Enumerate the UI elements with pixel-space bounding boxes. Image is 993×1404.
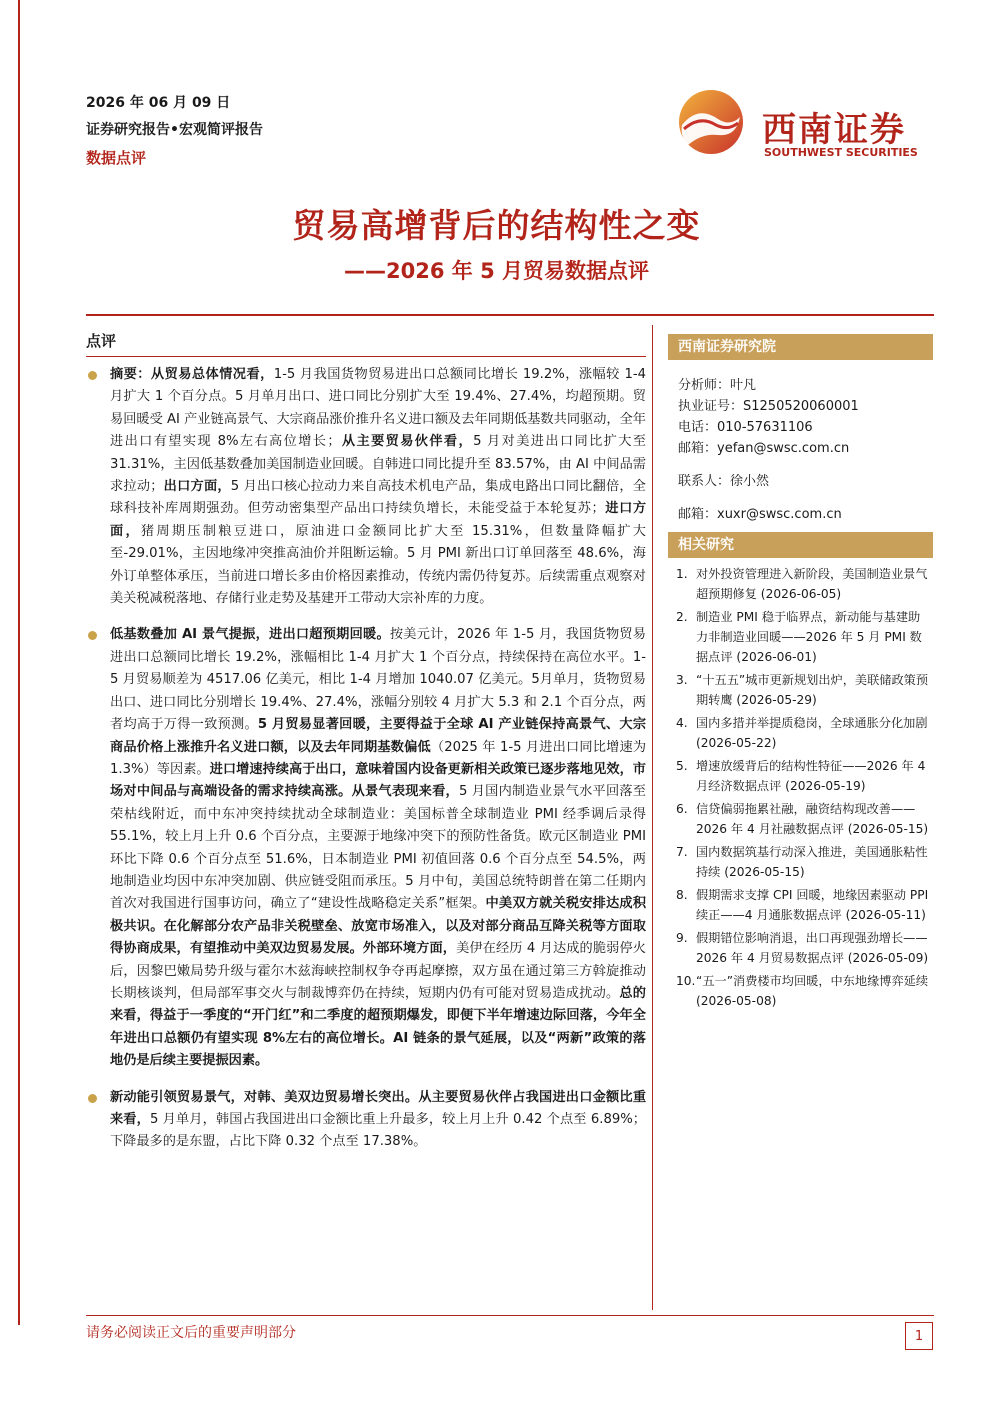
paragraph-emphasis: 低基数叠加 AI 景气提振，进出口超预期回暖。 xyxy=(110,627,390,643)
paragraph-text: 美伊在经历 4 月达成的脆弱停火后，因黎巴嫩局势升级与霍尔木兹海峡控制权争夺再起摩擦，双方虽在通过第三方斡旋推动长期核谈判，但局部军事交火与制裁博弈仍在持续，短期内仍有可能对贸易造成扰动。 xyxy=(110,941,646,1001)
footer-disclaimer[interactable]: 请务必阅读正文后的重要声明部分 xyxy=(86,1325,296,1341)
related-research-title: “十五五”城市更新规划出炉，美联储政策预期转鹰 (2026-05-29) xyxy=(696,673,929,707)
related-research-item[interactable] xyxy=(676,607,932,667)
paragraph-emphasis: 从主要贸易伙伴占我国进出口金额比重来看， xyxy=(110,1089,647,1127)
related-research-item[interactable] xyxy=(676,971,932,1011)
paragraph-emphasis: 出口方面， xyxy=(163,479,231,495)
analyst-email[interactable]: 邮箱：yefan@swsc.com.cn xyxy=(678,441,850,456)
paragraph-text: 猪周期压制粮豆进口，原油进口金额同比扩大至 15.31%，但数量降幅扩大至-29.01%，主因地缘冲突推高油价并阻断运输。5 月 PMI 新出口订单回落至 48.6%，海外订单整体承压，当前进口增长多由价格因素推动，传统内需仍待复苏。后续需重点观察对美关税减税落地、存储行业走势及基建开工带动大宗补库的力度。 xyxy=(110,523,646,607)
related-research-number: 2. xyxy=(676,610,688,624)
analyst-name: 分析师：叶凡 xyxy=(678,378,757,393)
related-research-number: 7. xyxy=(676,845,688,859)
related-research-item[interactable] xyxy=(676,885,932,925)
analyst-license: 执业证号：S1250520060001 xyxy=(678,399,859,414)
related-research-title: 制造业 PMI 稳于临界点，新动能与基建助力非制造业回暖——2026 年 5 月 PMI 数据点评 (2026-06-01) xyxy=(696,610,922,664)
report-type: 数据点评 xyxy=(86,149,147,167)
paragraph-text: 5 月国内制造业景气水平回落至荣枯线附近，而中东冲突持续扰动全球制造业：美国标普全球制造业 PMI 经季调后录得 55.1%，较上月上升 0.6 个百分点，主要源于地缘冲突下的预防性备货。欧元区制造业 PMI 环比下降 0.6 个百分点至 51.6%，日本制造业 PMI 初值回落 0.6 个百分点至 54.5%，两地制造业均因中东冲突加剧、供应链受阻而承压。5 月中旬，美国总统特朗普在第二任期内首次对我国进行国事访问，确立了“建设性战略稳定关系”框架。 xyxy=(110,784,646,912)
related-research-header: 相关研究 xyxy=(668,532,933,558)
analyst-phone: 电话：010-57631106 xyxy=(678,420,813,435)
related-research-title: 国内数据筑基行动深入推进，美国通胀粘性持续 (2026-05-15) xyxy=(696,845,928,879)
related-research-number: 10. xyxy=(676,974,696,988)
paragraph-emphasis: 中美双方就关税安排达成积极共识。在化解部分农产品非关税壁垒、放宽市场准入，以及对部分商品互降关税等方面取得协商成果，有望推动中美双边贸易发展。外部环境方面， xyxy=(110,896,647,957)
related-research-number: 9. xyxy=(676,931,688,945)
related-research-item[interactable] xyxy=(676,799,932,839)
paragraph-text: （2025 年 1-5 月进出口同比增速为 1.3%）等因素。 xyxy=(110,739,647,777)
brand-name-en: SOUTHWEST SECURITIES xyxy=(764,146,918,159)
bullet-icon xyxy=(88,631,97,640)
analyst-info xyxy=(678,375,928,525)
related-research-number: 1. xyxy=(676,567,688,581)
page-number: 1 xyxy=(905,1322,933,1350)
related-research-item[interactable] xyxy=(676,756,932,796)
paragraph-emphasis: 5 月贸易显著回暖，主要得益于全球 AI 产业链保持高景气、大宗商品价格上涨推升名义进口额，以及去年同期基数偏低 xyxy=(110,717,647,755)
paragraph-text: 5 月对美进出口同比扩大至 31.31%，主因低基数叠加美国制造业回暖。自韩进口同比提升至 83.57%，由 AI 中间品需求拉动； xyxy=(110,434,646,495)
related-research-number: 5. xyxy=(676,759,688,773)
paragraph-emphasis: 从主要贸易伙伴看， xyxy=(340,434,474,450)
report-category: 证券研究报告•宏观简评报告 xyxy=(86,122,263,138)
related-research-number: 3. xyxy=(676,673,688,687)
bullet-icon xyxy=(88,371,97,380)
paragraph-emphasis: 新动能引领贸易景气，对韩、美双边贸易增长突出。 xyxy=(110,1089,419,1105)
column-divider xyxy=(652,325,653,1310)
title-divider xyxy=(86,314,934,316)
left-margin-rule xyxy=(18,0,20,1325)
related-research-list xyxy=(676,564,932,1014)
related-research-title: 假期需求支撑 CPI 回暖，地缘因素驱动 PPI 续正——4 月通胀数据点评 (2026-05-11) xyxy=(696,888,929,922)
related-research-title: 对外投资管理进入新阶段，美国制造业景气超预期修复 (2026-06-05) xyxy=(696,567,928,601)
contact-email[interactable]: 邮箱：xuxr@swsc.com.cn xyxy=(678,507,842,522)
related-research-number: 8. xyxy=(676,888,688,902)
related-research-title: “五一”消费楼市均回暖，中东地缘博弈延续 (2026-05-08) xyxy=(696,974,929,1008)
paragraph-trade-rebound xyxy=(86,624,646,1072)
paragraph-emphasis: 总的来看，得益于一季度的“开门红”和二季度的超预期爆发，即便下半年增速边际回落，今年全年进出口总额仍有望实现 8%左右的高位增长。AI 链条的景气延展，以及“两新”政策的落地仍是后续主要提振因素。 xyxy=(110,985,646,1069)
related-research-title: 增速放缓背后的结构性特征——2026 年 4 月经济数据点评 (2026-05-19) xyxy=(696,759,926,793)
swsc-logo-icon xyxy=(678,89,744,155)
paragraph-text: 按美元计，2026 年 1-5 月，我国货物贸易进出口总额同比增长 19.2%，涨幅相比 1-4 月扩大 1 个百分点，持续保持在高位水平。1-5 月贸易顺差为 4517.06 亿美元，相比 1-4 月增加 1040.07 亿美元。5月单月，货物贸易出口、进口同比分别增长 19.4%、27.4%，涨幅分别较 4 月扩大 5.3 和 2.1 个百分点，两者均高于万得一致预测。 xyxy=(110,627,646,733)
report-title: 贸易高增背后的结构性之变 xyxy=(292,206,701,245)
footer-rule xyxy=(86,1315,934,1316)
related-research-number: 6. xyxy=(676,802,688,816)
related-research-title: 假期错位影响消退，出口再现强劲增长——2026 年 4 月贸易数据点评 (2026-05-09) xyxy=(696,931,929,965)
section-label-rule xyxy=(86,356,646,357)
paragraph-text: 5 月出口核心拉动力来自高技术机电产品，集成电路出口同比翻倍，全球科技补库周期强劲。但劳动密集型产品出口持续负增长，未能受益于本轮复苏； xyxy=(110,479,646,517)
report-subtitle: ——2026 年 5 月贸易数据点评 xyxy=(344,259,649,283)
related-research-item[interactable] xyxy=(676,713,932,753)
research-institute-header: 西南证券研究院 xyxy=(668,334,933,360)
related-research-item[interactable] xyxy=(676,564,932,604)
section-label: 点评 xyxy=(86,332,117,350)
contact-name: 联系人：徐小然 xyxy=(678,474,770,489)
bullet-icon xyxy=(88,1094,97,1103)
report-date: 2026 年 06 月 09 日 xyxy=(86,95,231,111)
related-research-title: 国内多措并举提质稳岗，全球通胀分化加剧 (2026-05-22) xyxy=(696,716,928,750)
related-research-item[interactable] xyxy=(676,670,932,710)
paragraph-emphasis: 进口方面， xyxy=(110,501,647,539)
paragraph-emphasis: 摘要：从贸易总体情况看， xyxy=(110,367,274,382)
paragraph-text: 5 月单月，韩国占我国进出口金额比重上升最多，较上月上升 0.42 个点至 6.89%；下降最多的是东盟，占比下降 0.32 个点至 17.38%。 xyxy=(110,1112,646,1150)
paragraph-text: 1-5 月我国货物贸易进出口总额同比增长 19.2%，涨幅较 1-4 月扩大 1 个百分点。5 月单月出口、进口同比分别扩大至 19.4%、27.4%，均超预期。贸易回暖受 AI 产业链高景气、大宗商品涨价推升名义进口额及去年同期低基数共同驱动，全年进出口有望实现 8%左右高位增长； xyxy=(110,367,646,450)
paragraph-trade-partners xyxy=(86,1087,646,1154)
related-research-number: 4. xyxy=(676,716,688,730)
brand-name-cn: 西南证券 xyxy=(762,110,906,150)
related-research-item[interactable] xyxy=(676,928,932,968)
paragraph-summary xyxy=(86,364,646,610)
main-content xyxy=(86,364,646,1168)
related-research-item[interactable] xyxy=(676,842,932,882)
related-research-title: 信贷偏弱拖累社融，融资结构现改善——2026 年 4 月社融数据点评 (2026-05-15) xyxy=(696,802,929,836)
paragraph-emphasis: 进口增速持续高于出口，意味着国内设备更新相关政策已逐步落地见效，市场对中间品与高端设备的需求持续高涨。从景气表现来看， xyxy=(110,761,646,800)
